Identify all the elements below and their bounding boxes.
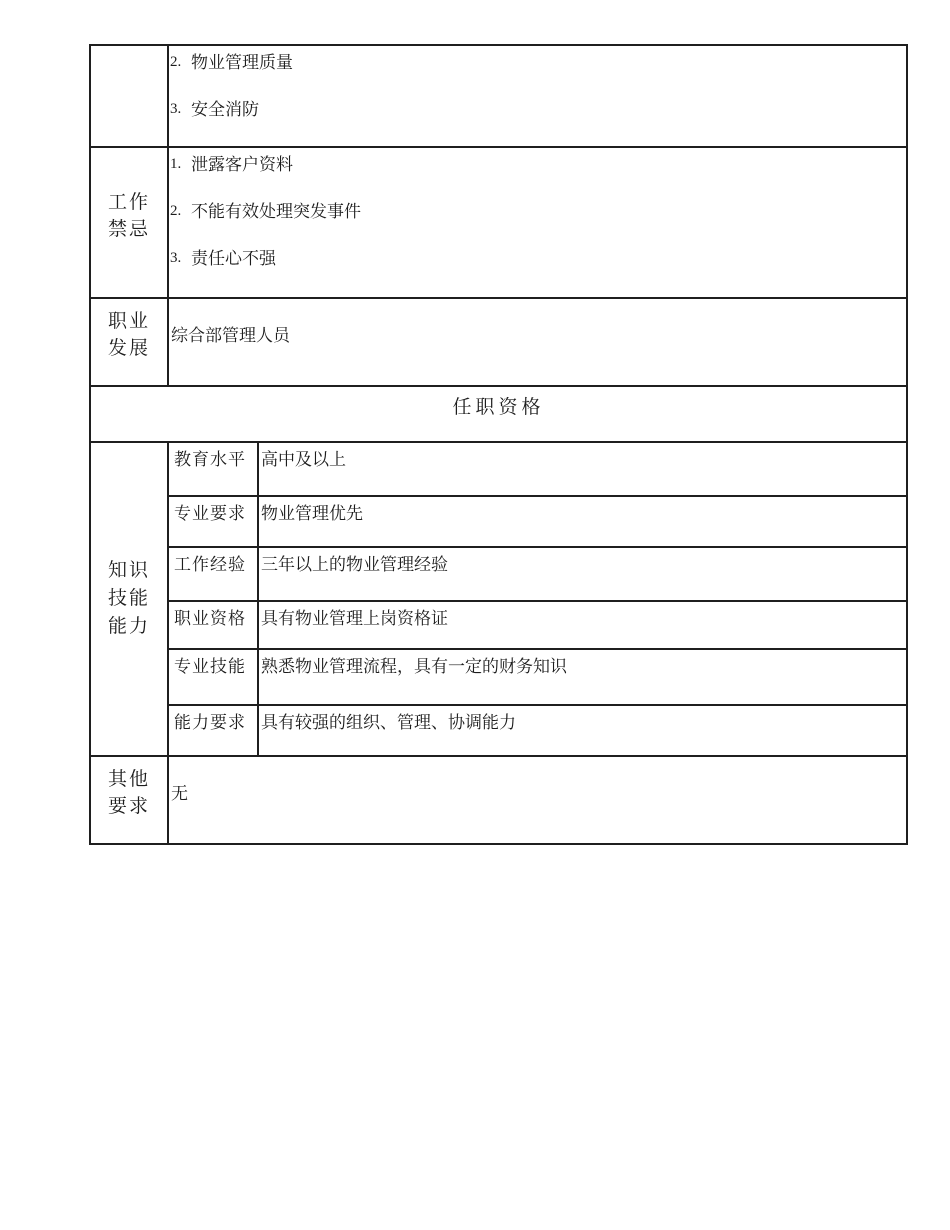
qualification-section-title: 任职资格 [90, 386, 907, 442]
sub-row-label: 专业要求 [168, 496, 258, 547]
list-item [170, 248, 900, 269]
other-requirements-label [90, 756, 168, 844]
sub-row-content: 物业管理优先 [258, 496, 907, 547]
list-item-number: 2. [170, 54, 182, 70]
work-taboos-label [90, 147, 168, 298]
row-label-line: 能力 [107, 616, 150, 637]
row-label-line: 要求 [107, 796, 150, 817]
career-development-content: 综合部管理人员 [168, 298, 907, 386]
list-item-number: 2. [170, 203, 182, 219]
list-item [170, 52, 900, 73]
row-professional-skill [90, 649, 907, 705]
sub-row-label: 专业技能 [168, 649, 258, 705]
sub-row-label: 能力要求 [168, 705, 258, 756]
sub-row-content: 具有物业管理上岗资格证 [258, 601, 907, 649]
row-label-line: 其他 [107, 769, 150, 790]
row-label-line: 技能 [107, 588, 150, 609]
row-qualification-header [90, 386, 907, 442]
sub-row-label: 工作经验 [168, 547, 258, 601]
row-label-line: 发展 [107, 338, 150, 359]
list-item-text: 安全消防 [191, 100, 259, 119]
list-item-text: 物业管理质量 [191, 53, 293, 72]
list-item-number: 1. [170, 156, 182, 172]
list-item-text: 泄露客户资料 [191, 155, 293, 174]
row-ability-requirement [90, 705, 907, 756]
list-item [170, 154, 900, 175]
sub-row-content: 具有较强的组织、管理、协调能力 [258, 705, 907, 756]
row-professional-qualification [90, 601, 907, 649]
list-item-number: 3. [170, 250, 182, 266]
sub-row-content: 熟悉物业管理流程，具有一定的财务知识 [258, 649, 907, 705]
row-label-line: 禁忌 [107, 218, 150, 240]
row-label-line: 工作 [107, 191, 150, 213]
row-education-level [90, 442, 907, 496]
continued-duties-content-cell [168, 45, 907, 147]
row-continued-duties [90, 45, 907, 147]
continued-duties-label-cell [90, 45, 168, 147]
list-item [170, 201, 900, 222]
work-taboos-content-cell [168, 147, 907, 298]
row-career-development [90, 298, 907, 386]
career-development-label [90, 298, 168, 386]
list-item-text: 不能有效处理突发事件 [191, 202, 361, 221]
other-requirements-content: 无 [168, 756, 907, 844]
row-label-line: 职业 [107, 311, 150, 332]
row-other-requirements [90, 756, 907, 844]
row-work-experience [90, 547, 907, 601]
job-qualification-table [89, 44, 908, 845]
list-item-number: 3. [170, 101, 182, 117]
sub-row-content: 高中及以上 [258, 442, 907, 496]
row-work-taboos [90, 147, 907, 298]
sub-row-label: 职业资格 [168, 601, 258, 649]
sub-row-content: 三年以上的物业管理经验 [258, 547, 907, 601]
knowledge-skills-label [90, 442, 168, 756]
row-major-requirement [90, 496, 907, 547]
sub-row-label: 教育水平 [168, 442, 258, 496]
row-label-line: 知识 [107, 560, 150, 581]
list-item-text: 责任心不强 [191, 249, 276, 268]
list-item [170, 99, 900, 120]
